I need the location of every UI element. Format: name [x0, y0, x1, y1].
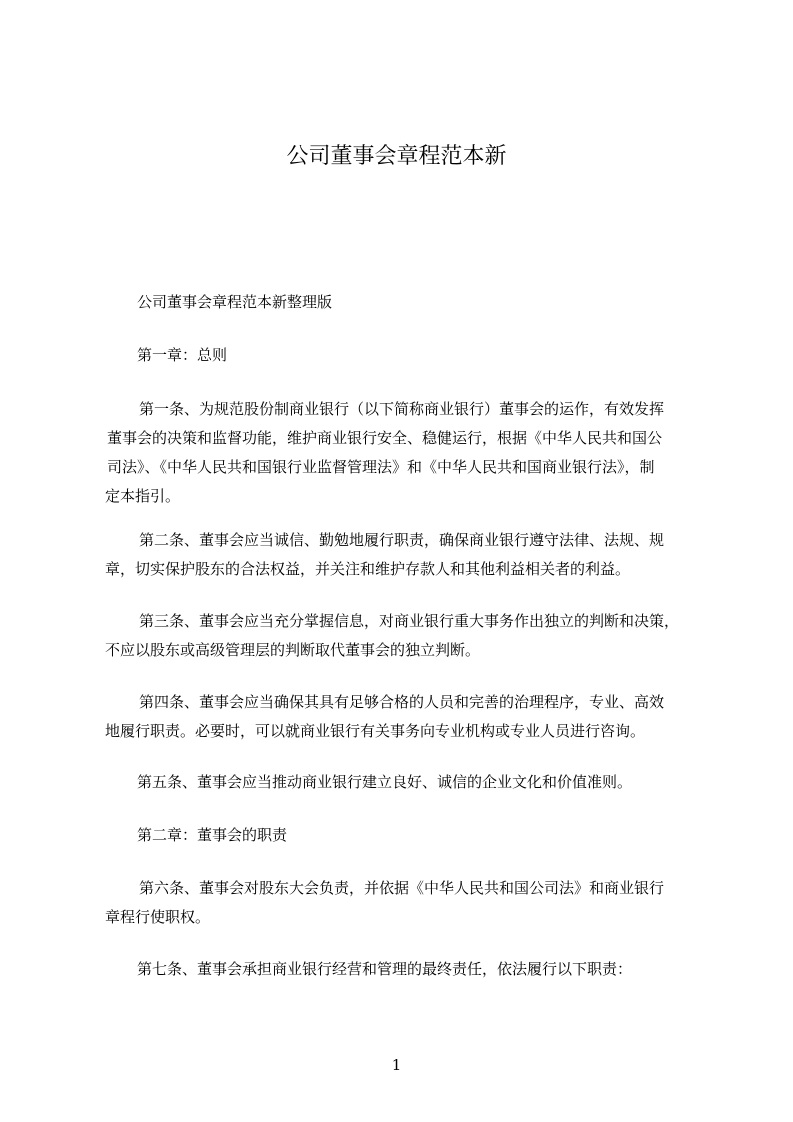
subtitle-text: 公司董事会章程范本新整理版 [137, 293, 333, 311]
article-3-line: 第三条、董事会应当充分掌握信息，对商业银行重大事务作出独立的判断和决策， [139, 612, 680, 630]
article-4-line: 第四条、董事会应当确保其具有足够合格的人员和完善的治理程序，专业、高效 [139, 693, 665, 711]
article-3 [105, 607, 709, 665]
chapter-2-text: 第二章：董事会的职责 [137, 826, 288, 844]
article-2-line: 第二条、董事会应当诚信、勤勉地履行职责，确保商业银行遵守法律、法规、规 [139, 531, 665, 549]
article-6-line: 第六条、董事会对股东大会负责，并依据《中华人民共和国公司法》和商业银行 [139, 879, 665, 897]
page-number: 1 [391, 1056, 402, 1074]
article-2-line: 章，切实保护股东的合法权益，并关注和维护存款人和其他利益相关者的利益。 [105, 560, 631, 578]
article-7-text: 第七条、董事会承担商业银行经营和管理的最终责任，依法履行以下职责： [137, 960, 633, 978]
article-1-line: 定本指引。 [105, 487, 181, 505]
article-4 [105, 688, 709, 746]
article-1-line: 董事会的决策和监督功能，维护商业银行安全、稳健运行，根据《中华人民共和国公 [107, 429, 663, 447]
article-1-line: 第一条、为规范股份制商业银行（以下简称商业银行）董事会的运作，有效发挥 [139, 400, 665, 418]
chapter-1-text: 第一章：总则 [137, 346, 228, 364]
chapter-1-heading [105, 341, 741, 370]
article-3-line: 不应以股东或高级管理层的判断取代董事会的独立判断。 [105, 641, 481, 659]
document-title: 公司董事会章程范本新 [286, 144, 507, 169]
article-5 [105, 768, 741, 797]
article-4-line: 地履行职责。必要时，可以就商业银行有关事务向专业机构或专业人员进行咨询。 [105, 722, 646, 740]
article-6-line: 章程行使职权。 [105, 908, 211, 926]
article-5-text: 第五条、董事会应当推动商业银行建立良好、诚信的企业文化和价值准则。 [137, 773, 633, 791]
article-2 [105, 526, 709, 584]
article-6 [105, 874, 709, 932]
document-subtitle [105, 288, 741, 317]
chapter-2-heading [105, 821, 741, 850]
article-1 [105, 395, 709, 511]
article-1-line: 司法》、《中华人民共和国银行业监督管理法》和《中华人民共和国商业银行法》，制 [107, 458, 655, 476]
article-7 [105, 955, 741, 984]
